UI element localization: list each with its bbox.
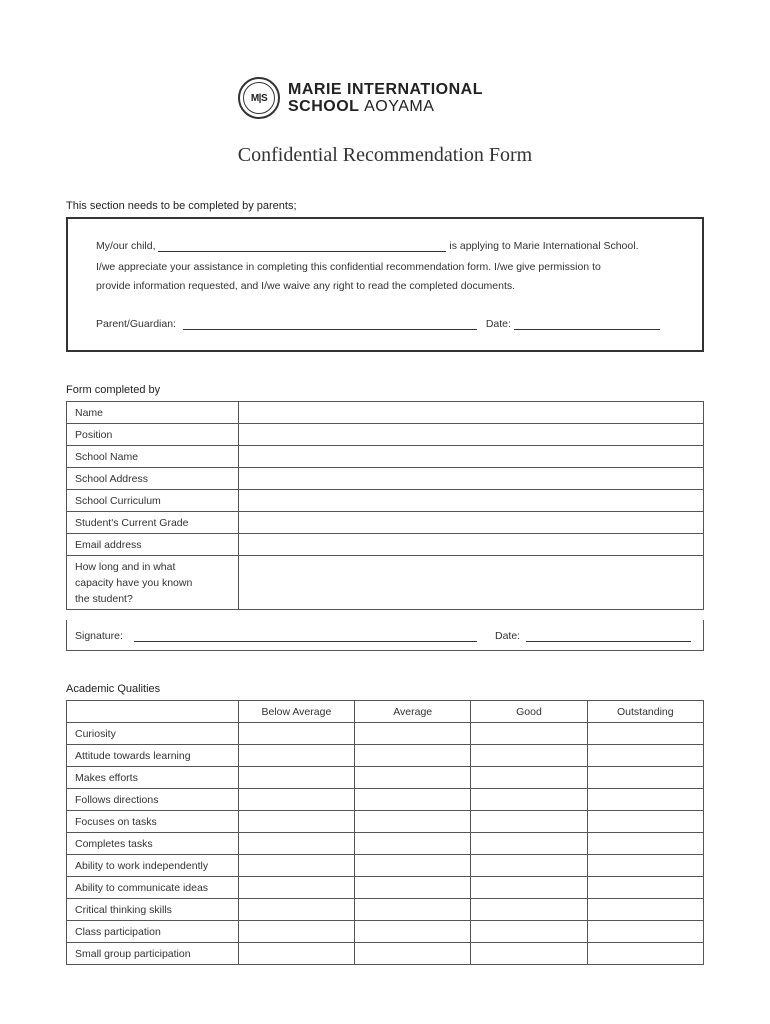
rating-column-header: Good <box>471 701 587 723</box>
info-row-input[interactable] <box>238 490 703 512</box>
quality-label: Attitude towards learning <box>67 745 239 767</box>
info-row-input[interactable] <box>238 556 703 610</box>
quality-label: Focuses on tasks <box>67 811 239 833</box>
quality-row <box>67 789 704 811</box>
quality-label: Makes efforts <box>67 767 239 789</box>
rating-cell[interactable] <box>355 899 471 921</box>
parent-consent-box <box>66 217 704 352</box>
quality-label: Class participation <box>67 921 239 943</box>
rating-cell[interactable] <box>355 921 471 943</box>
form-completed-by-label: Form completed by <box>66 384 161 396</box>
info-row <box>67 402 704 424</box>
rating-cell[interactable] <box>355 943 471 965</box>
rating-column-header: Outstanding <box>587 701 703 723</box>
info-row-input[interactable] <box>238 402 703 424</box>
rating-cell[interactable] <box>471 855 587 877</box>
rating-cell[interactable] <box>587 899 703 921</box>
rating-column-header: Average <box>355 701 471 723</box>
info-row-label: Position <box>67 424 239 446</box>
rating-cell[interactable] <box>238 899 354 921</box>
quality-label: Ability to communicate ideas <box>67 877 239 899</box>
rating-cell[interactable] <box>587 723 703 745</box>
quality-label: Curiosity <box>67 723 239 745</box>
rating-cell[interactable] <box>471 745 587 767</box>
quality-label: Follows directions <box>67 789 239 811</box>
header-blank-cell <box>67 701 239 723</box>
consent-line-3: provide information requested, and I/we waive any right to read the completed documents. <box>96 280 516 292</box>
form-title: Confidential Recommendation Form <box>237 144 533 166</box>
rating-cell[interactable] <box>238 745 354 767</box>
seal-monogram: M|S <box>243 82 275 114</box>
rating-cell[interactable] <box>587 943 703 965</box>
rating-cell[interactable] <box>587 921 703 943</box>
rating-cell[interactable] <box>355 833 471 855</box>
rating-cell[interactable] <box>587 745 703 767</box>
rating-cell[interactable] <box>471 899 587 921</box>
rating-cell[interactable] <box>471 877 587 899</box>
quality-label: Ability to work independently <box>67 855 239 877</box>
info-row-label: How long and in what capacity have you known the student? <box>67 556 239 610</box>
rating-cell[interactable] <box>471 767 587 789</box>
rating-cell[interactable] <box>587 767 703 789</box>
info-row <box>67 490 704 512</box>
child-name-field[interactable] <box>158 240 446 252</box>
rating-column-header: Below Average <box>238 701 354 723</box>
quality-label: Completes tasks <box>67 833 239 855</box>
rating-cell[interactable] <box>238 877 354 899</box>
quality-row <box>67 723 704 745</box>
info-row <box>67 512 704 534</box>
school-name-line1: MARIE INTERNATIONAL <box>288 81 483 98</box>
academic-qualities-label: Academic Qualities <box>66 683 161 695</box>
rating-cell[interactable] <box>471 811 587 833</box>
rating-cell[interactable] <box>355 877 471 899</box>
recommender-date-field[interactable] <box>526 630 691 642</box>
info-row-label: School Curriculum <box>67 490 239 512</box>
info-row-label: School Address <box>67 468 239 490</box>
quality-row <box>67 877 704 899</box>
rating-cell[interactable] <box>471 921 587 943</box>
info-row <box>67 534 704 556</box>
school-name <box>288 81 483 115</box>
rating-cell[interactable] <box>587 833 703 855</box>
academic-qualities-table <box>66 700 704 965</box>
rating-cell[interactable] <box>355 723 471 745</box>
rating-cell[interactable] <box>238 767 354 789</box>
rating-cell[interactable] <box>355 855 471 877</box>
quality-row <box>67 855 704 877</box>
quality-row <box>67 943 704 965</box>
rating-cell[interactable] <box>471 833 587 855</box>
rating-cell[interactable] <box>587 789 703 811</box>
quality-row <box>67 899 704 921</box>
info-row <box>67 424 704 446</box>
quality-label: Small group participation <box>67 943 239 965</box>
info-row-input[interactable] <box>238 534 703 556</box>
info-row-input[interactable] <box>238 424 703 446</box>
quality-row <box>67 745 704 767</box>
rating-cell[interactable] <box>238 833 354 855</box>
rating-cell[interactable] <box>238 921 354 943</box>
info-row <box>67 446 704 468</box>
rating-cell[interactable] <box>238 723 354 745</box>
info-row-label: Name <box>67 402 239 424</box>
info-row-label: Email address <box>67 534 239 556</box>
child-line: My/our child, is applying to Marie International School. <box>96 240 639 252</box>
school-logo <box>238 77 483 119</box>
school-name-line2: SCHOOL AOYAMA <box>288 98 435 115</box>
guardian-signature-field[interactable] <box>183 318 477 330</box>
info-row-label: School Name <box>67 446 239 468</box>
quality-row <box>67 811 704 833</box>
rating-cell[interactable] <box>471 789 587 811</box>
info-row-relationship <box>67 556 704 610</box>
rating-cell[interactable] <box>587 877 703 899</box>
rating-header-row <box>67 701 704 723</box>
rating-cell[interactable] <box>238 789 354 811</box>
rating-cell[interactable] <box>355 789 471 811</box>
consent-line-2: I/we appreciate your assistance in completing this confidential recommendation form. I/we give permission to <box>96 261 601 273</box>
info-row-input[interactable] <box>238 446 703 468</box>
recommender-signature-row: Signature: Date: <box>66 620 704 651</box>
quality-row <box>67 767 704 789</box>
rating-cell[interactable] <box>355 767 471 789</box>
rating-cell[interactable] <box>355 745 471 767</box>
rating-cell[interactable] <box>587 811 703 833</box>
guardian-date-field[interactable] <box>514 318 660 330</box>
rating-cell[interactable] <box>238 811 354 833</box>
rating-cell[interactable] <box>238 855 354 877</box>
form-completed-by-table <box>66 401 704 610</box>
info-row <box>67 468 704 490</box>
parents-section-note: This section needs to be completed by parents; <box>66 200 297 212</box>
info-row-label: Student's Current Grade <box>67 512 239 534</box>
info-row-input[interactable] <box>238 512 703 534</box>
rating-cell[interactable] <box>471 943 587 965</box>
quality-row <box>67 833 704 855</box>
quality-label: Critical thinking skills <box>67 899 239 921</box>
school-seal-icon <box>238 77 280 119</box>
info-row-input[interactable] <box>238 468 703 490</box>
guardian-line: Parent/Guardian: Date: <box>96 318 660 330</box>
rating-cell[interactable] <box>355 811 471 833</box>
rating-cell[interactable] <box>587 855 703 877</box>
rating-cell[interactable] <box>471 723 587 745</box>
quality-row <box>67 921 704 943</box>
recommender-signature-field[interactable] <box>134 630 477 642</box>
rating-cell[interactable] <box>238 943 354 965</box>
